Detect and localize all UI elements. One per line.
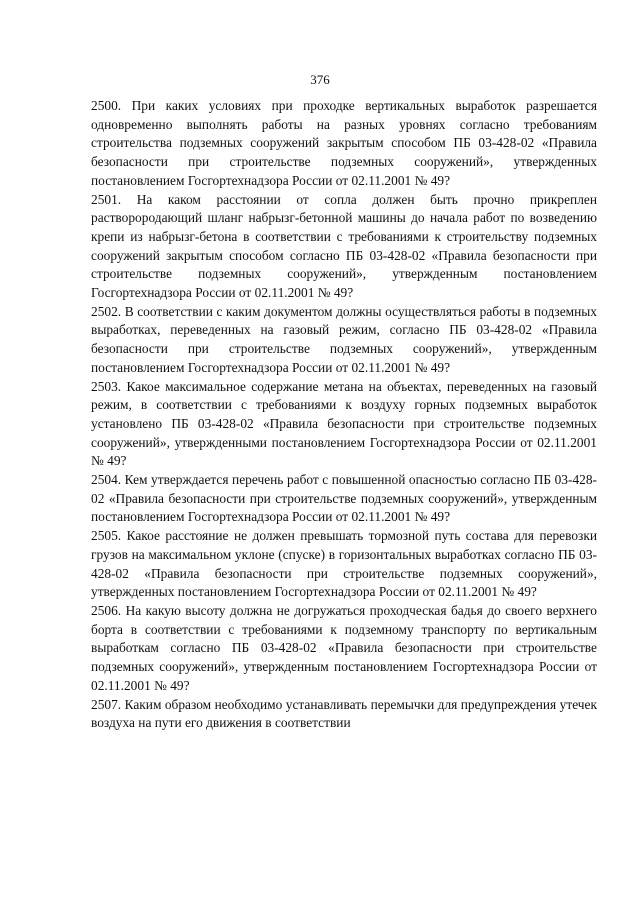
question-2504: 2504. Кем утверждается перечень работ с повышенной опасностью согласно ПБ 03-428-02 «Правила безопасности при строительстве подземных сооружений», утвержденным постановлением Госгортехнадзора России от 02.11.2001 № 49?: [91, 472, 597, 525]
question-2500: 2500. При каких условиях при проходке вертикальных выработок разрешается одновременно выполнять работы на разных уровнях согласно требованиям строительства подземных сооружений закрытым способом ПБ 03-428-02 «Правила безопасности при строительстве подземных сооружений», утвержденных постановлением Госгортехнадзора России от 02.11.2001 № 49?: [91, 98, 597, 188]
page-body: [91, 97, 597, 733]
question-2503: 2503. Какое максимальное содержание метана на объектах, переведенных на газовый режим, в соответствии с требованиями к воздуху горных подземных выработок установлено ПБ 03-428-02 «Правила безопасности при строительстве подземных сооружений», утвержденными постановлением Госгортехнадзора России от 02.11.2001 № 49?: [91, 378, 597, 469]
question-2501: 2501. На каком расстоянии от сопла должен быть прочно прикреплен растворopодающий шланг набрызг-бетонной машины до начала работ по возведению крепи из набрызг-бетона в соответствии с требованиями к строительству подземных сооружений закрытым способом согласно ПБ 03-428-02 «Правила безопасности при строительстве подземных сооружений», утвержденным постановлением Госгортехнадзора России от 02.11.2001 № 49?: [91, 191, 597, 301]
question-2506: 2506. На какую высоту должна не догружаться проходческая бадья до своего верхнего борта в соответствии с требованиями к подземному транспорту по вертикальным выработкам согласно ПБ 03-428-02 «Правила безопасности при строительстве подземных сооружений», утвержденным постановлением Госгортехнадзора России от 02.11.2001 № 49?: [91, 602, 597, 693]
question-2507: 2507. Каким образом необходимо устанавливать перемычки для предупреждения утечек воздуха на пути его движения в соответствии: [91, 696, 597, 731]
page-number: 376: [310, 72, 330, 87]
question-2502: 2502. В соответствии с каким документом должны осуществляться работы в подземных выработках, переведенных на газовый режим, согласно ПБ 03-428-02 «Правила безопасности при строительстве подземных сооружений», утвержденным постановлением Госгортехнадзора России от 02.11.2001 № 49?: [91, 303, 597, 375]
question-2505: 2505. Какое расстояние не должен превышать тормозной путь состава для перевозки грузов на максимальном уклоне (спуске) в горизонтальных выработках согласно ПБ 03-428-02 «Правила безопасности при строительстве подземных сооружений», утвержденных постановлением Госгортехнадзора России от 02.11.2001 № 49?: [91, 528, 597, 600]
